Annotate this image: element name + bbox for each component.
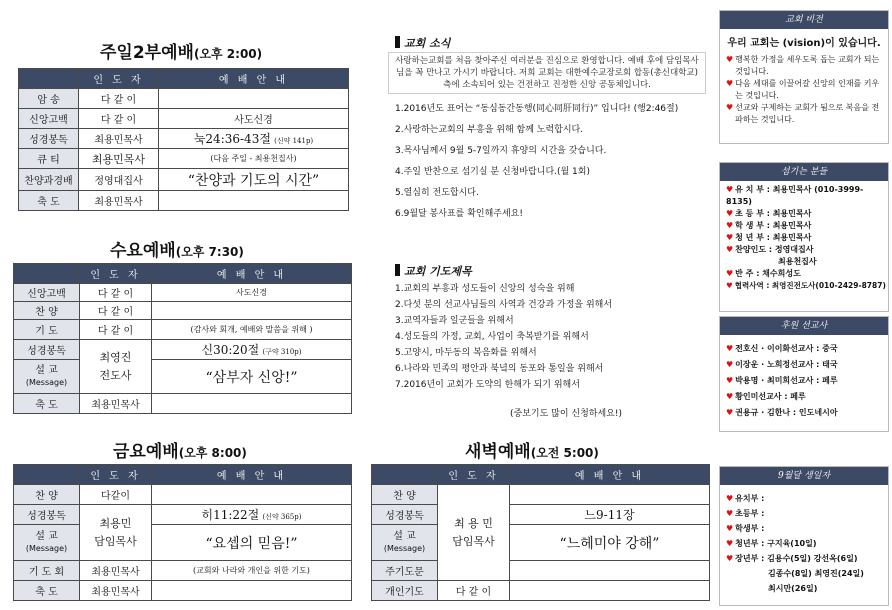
birthdays-panel: 9월달 생일자 ♥ 유치부 : ♥ 초등부 : ♥ 학생부 : ♥ 청년부 : 구지육(10일) ♥ 장년부 : 김용수(5일) 강선옥(6일) 김종수(8일) 최영진(24일) 최시만(26일) [719, 466, 889, 606]
heart-icon: ♥ [726, 408, 734, 417]
table-row: 찬양과경배 정영대집사 “찬양과 기도의 시간” [19, 169, 349, 191]
heart-icon: ♥ [726, 376, 734, 385]
table-row: 축 도 최용민목사 [14, 581, 352, 601]
heart-icon: ♥ [726, 494, 734, 503]
heart-icon: ♥ [726, 360, 734, 369]
list-item: 1.2016년도 표어는 “동심동간동행(同心同肝同行)” 입니다! (행2:46절) [395, 104, 679, 114]
heart-icon: ♥ [726, 392, 734, 401]
wednesday-title: 수요예배(오후 7:30) [110, 241, 244, 261]
heart-icon: ♥ [726, 509, 734, 518]
table-row: 설 교 (Message) “느헤미야 강해” [372, 525, 710, 561]
vision-header: 교회 비전 [720, 11, 888, 29]
dawn-title: 새벽예배(오전 5:00) [465, 442, 599, 462]
list-item: 7.2016년이 교회가 도약의 한해가 되기 위해서 [395, 380, 580, 390]
list-item: 5.열심히 전도합시다. [395, 188, 479, 198]
missions-header: 후원 선교사 [720, 317, 888, 335]
friday-table: 인 도 자 예 배 안 내 찬 양 다같이 성경봉독 최용민 담임목사 히11:22절 (신약 365p) 설 교 (Message) “요셉의 믿음!” 기 도 회 최용민목사 (교회와 나라와 개인을 위한 기도) 축 도 최용민목사 [13, 464, 352, 601]
heart-icon: ♥ [726, 103, 734, 112]
list-item: 4.성도들의 가정, 교회, 사업이 축복받기를 위해서 [395, 332, 589, 342]
table-row: 기 도 회 최용민목사 (교회와 나라와 개인을 위한 기도) [14, 561, 352, 581]
heart-icon: ♥ [726, 55, 734, 64]
table-row: 큐 티 최용민목사 (다음 주일 - 최용천집사) [19, 149, 349, 169]
table-row: 기 도 다 같 이 (감사와 회개, 예배와 말씀을 위해 ) [14, 320, 352, 340]
table-row: 주기도문 [372, 561, 710, 581]
friday-title: 금요예배(오후 8:00) [113, 442, 247, 462]
list-item: 4.주일 반찬으로 섬기실 분 신청바랍니다.(월 1회) [395, 167, 590, 177]
table-row: 암 송 다 같 이 [19, 89, 349, 109]
table-row: 설 교 (Message) “요셉의 믿음!” [14, 525, 352, 561]
prayer-list [395, 283, 710, 395]
table-row: 개인기도 다 같 이 [372, 581, 710, 601]
table-row: 성경봉독 최용민 담임목사 히11:22절 (신약 365p) [14, 505, 352, 525]
news-intro: 사랑하는교회를 처음 찾아주신 여러분을 진심으로 환영합니다. 예배 후에 담임목사님을 꼭 만나고 가시기 바랍니다. 저희 교회는 대한예수교장로회 합동(총신대학교)측에 소속되어 있는 건전하고 진정한 신앙 공동체입니다. [388, 52, 706, 94]
table-row: 찬 양 다 같 이 [14, 302, 352, 320]
table-row: 찬 양 최 용 민 담임목사 [372, 485, 710, 505]
missions-panel: 후원 선교사 ♥ 전호신 · 이이화선교사 : 중국 ♥ 이장운 · 노희정선교사 : 태국 ♥ 박용명 · 최미희선교사 : 페루 ♥ 황인미선교사 : 페루 ♥ 권용규 · 김한나 : 인도네시아 [719, 316, 889, 432]
staff-panel: 섬기는 분들 ♥ 유 치 부 : 최용민목사 (010-3999-8135) ♥ 초 등 부 : 최용민목사 ♥ 학 생 부 : 최용민목사 ♥ 청 년 부 : 최용민목사 ♥ 찬양인도 : 정영대집사 최용천집사 ♥ 반 주 : 채수희성도 ♥ 협력사역 : 최영진전도사(010-2429-8787) [719, 162, 889, 312]
table-row: 설 교 (Message) “삼부자 신앙!” [14, 360, 352, 394]
heart-icon: ♥ [726, 79, 734, 88]
vision-panel: 교회 비전 우리 교회는 (vision)이 있습니다. ♥ 행복한 가정을 세우도록 돕는 교회가 되는 것입니다. ♥ 다음 세대를 이끌어갈 신앙의 인재를 키우는 것입니다. ♥ 선교와 구제하는 교회가 됨으로 복음을 전파하는 것입니다. [719, 10, 889, 144]
staff-header: 섬기는 분들 [720, 163, 888, 181]
table-row: 축 도 최용민목사 [19, 191, 349, 211]
prayer-header: 교회 기도제목 [395, 263, 472, 279]
news-list [395, 103, 710, 229]
heart-icon: ♥ [726, 185, 734, 194]
birthdays-header: 9월달 생일자 [720, 467, 888, 485]
list-item: 6.9월달 봉사표를 확인해주세요! [395, 209, 523, 219]
sunday-table: 인 도 자 예 배 안 내 암 송 다 같 이 신앙고백 다 같 이 사도신경 성경봉독 최용민목사 눅24:36-43절 (신약 141p) 큐 티 최용민목사 (다음 주일 - 최용천집사) 찬양과경배 정영대집사 “찬양과 기도의 시간” 축 도 최용민목사 [18, 68, 349, 211]
list-item: 3.목사님께서 9월 5-7일까지 휴양의 시간을 갖습니다. [395, 146, 607, 156]
list-item: 2.다섯 분의 선교사님들의 사역과 건강과 가정을 위해서 [395, 300, 613, 310]
table-row: 성경봉독 최용민목사 눅24:36-43절 (신약 141p) [19, 129, 349, 149]
heart-icon: ♥ [726, 554, 734, 563]
heart-icon: ♥ [726, 539, 734, 548]
heart-icon: ♥ [726, 233, 734, 242]
list-item: 3.교역자들과 일군들을 위해서 [395, 316, 514, 326]
heart-icon: ♥ [726, 344, 734, 353]
table-row: 축 도 최용민목사 [14, 394, 352, 414]
list-item: 2.사랑하는교회의 부흥을 위해 함께 노력합시다. [395, 125, 584, 135]
dawn-table: 인 도 자 예 배 안 내 찬 양 최 용 민 담임목사 성경봉독 느9-11장 설 교 (Message) “느헤미야 강해” 주기도문 개인기도 다 같 이 [371, 464, 710, 601]
heart-icon: ♥ [726, 221, 734, 230]
list-item: 6.나라와 민족의 평안과 북녘의 동포와 통일을 위해서 [395, 364, 604, 374]
heart-icon: ♥ [726, 281, 733, 290]
table-row: 성경봉독 느9-11장 [372, 505, 710, 525]
list-item: 1.교회의 부흥과 성도들이 신앙의 성숙을 위해 [395, 284, 575, 294]
table-row: 신앙고백 다 같 이 사도신경 [19, 109, 349, 129]
sunday-title: 주일2부예배(오후 2:00) [100, 43, 263, 63]
prayer-footer: (중보기도 많이 신청하세요!) [510, 409, 622, 419]
news-header: 교회 소식 [395, 35, 450, 51]
list-item: 5.고양시, 마두동의 복음화를 위해서 [395, 348, 537, 358]
wednesday-table: 인 도 자 예 배 안 내 신앙고백 다 같 이 사도신경 찬 양 다 같 이 기 도 다 같 이 (감사와 회개, 예배와 말씀을 위해 ) 성경봉독 최영진 전도사 신30:20절 (구약 310p) 설 교 (Message) “삼부자 신앙!” 축 도 최용민목사 [13, 263, 352, 414]
table-row: 찬 양 다같이 [14, 485, 352, 505]
vision-lead: 우리 교회는 (vision)이 있습니다. [727, 38, 881, 49]
heart-icon: ♥ [726, 245, 734, 254]
table-row: 성경봉독 최영진 전도사 신30:20절 (구약 310p) [14, 340, 352, 360]
heart-icon: ♥ [726, 209, 734, 218]
table-row: 신앙고백 다 같 이 사도신경 [14, 284, 352, 302]
heart-icon: ♥ [726, 524, 734, 533]
heart-icon: ♥ [726, 269, 734, 278]
